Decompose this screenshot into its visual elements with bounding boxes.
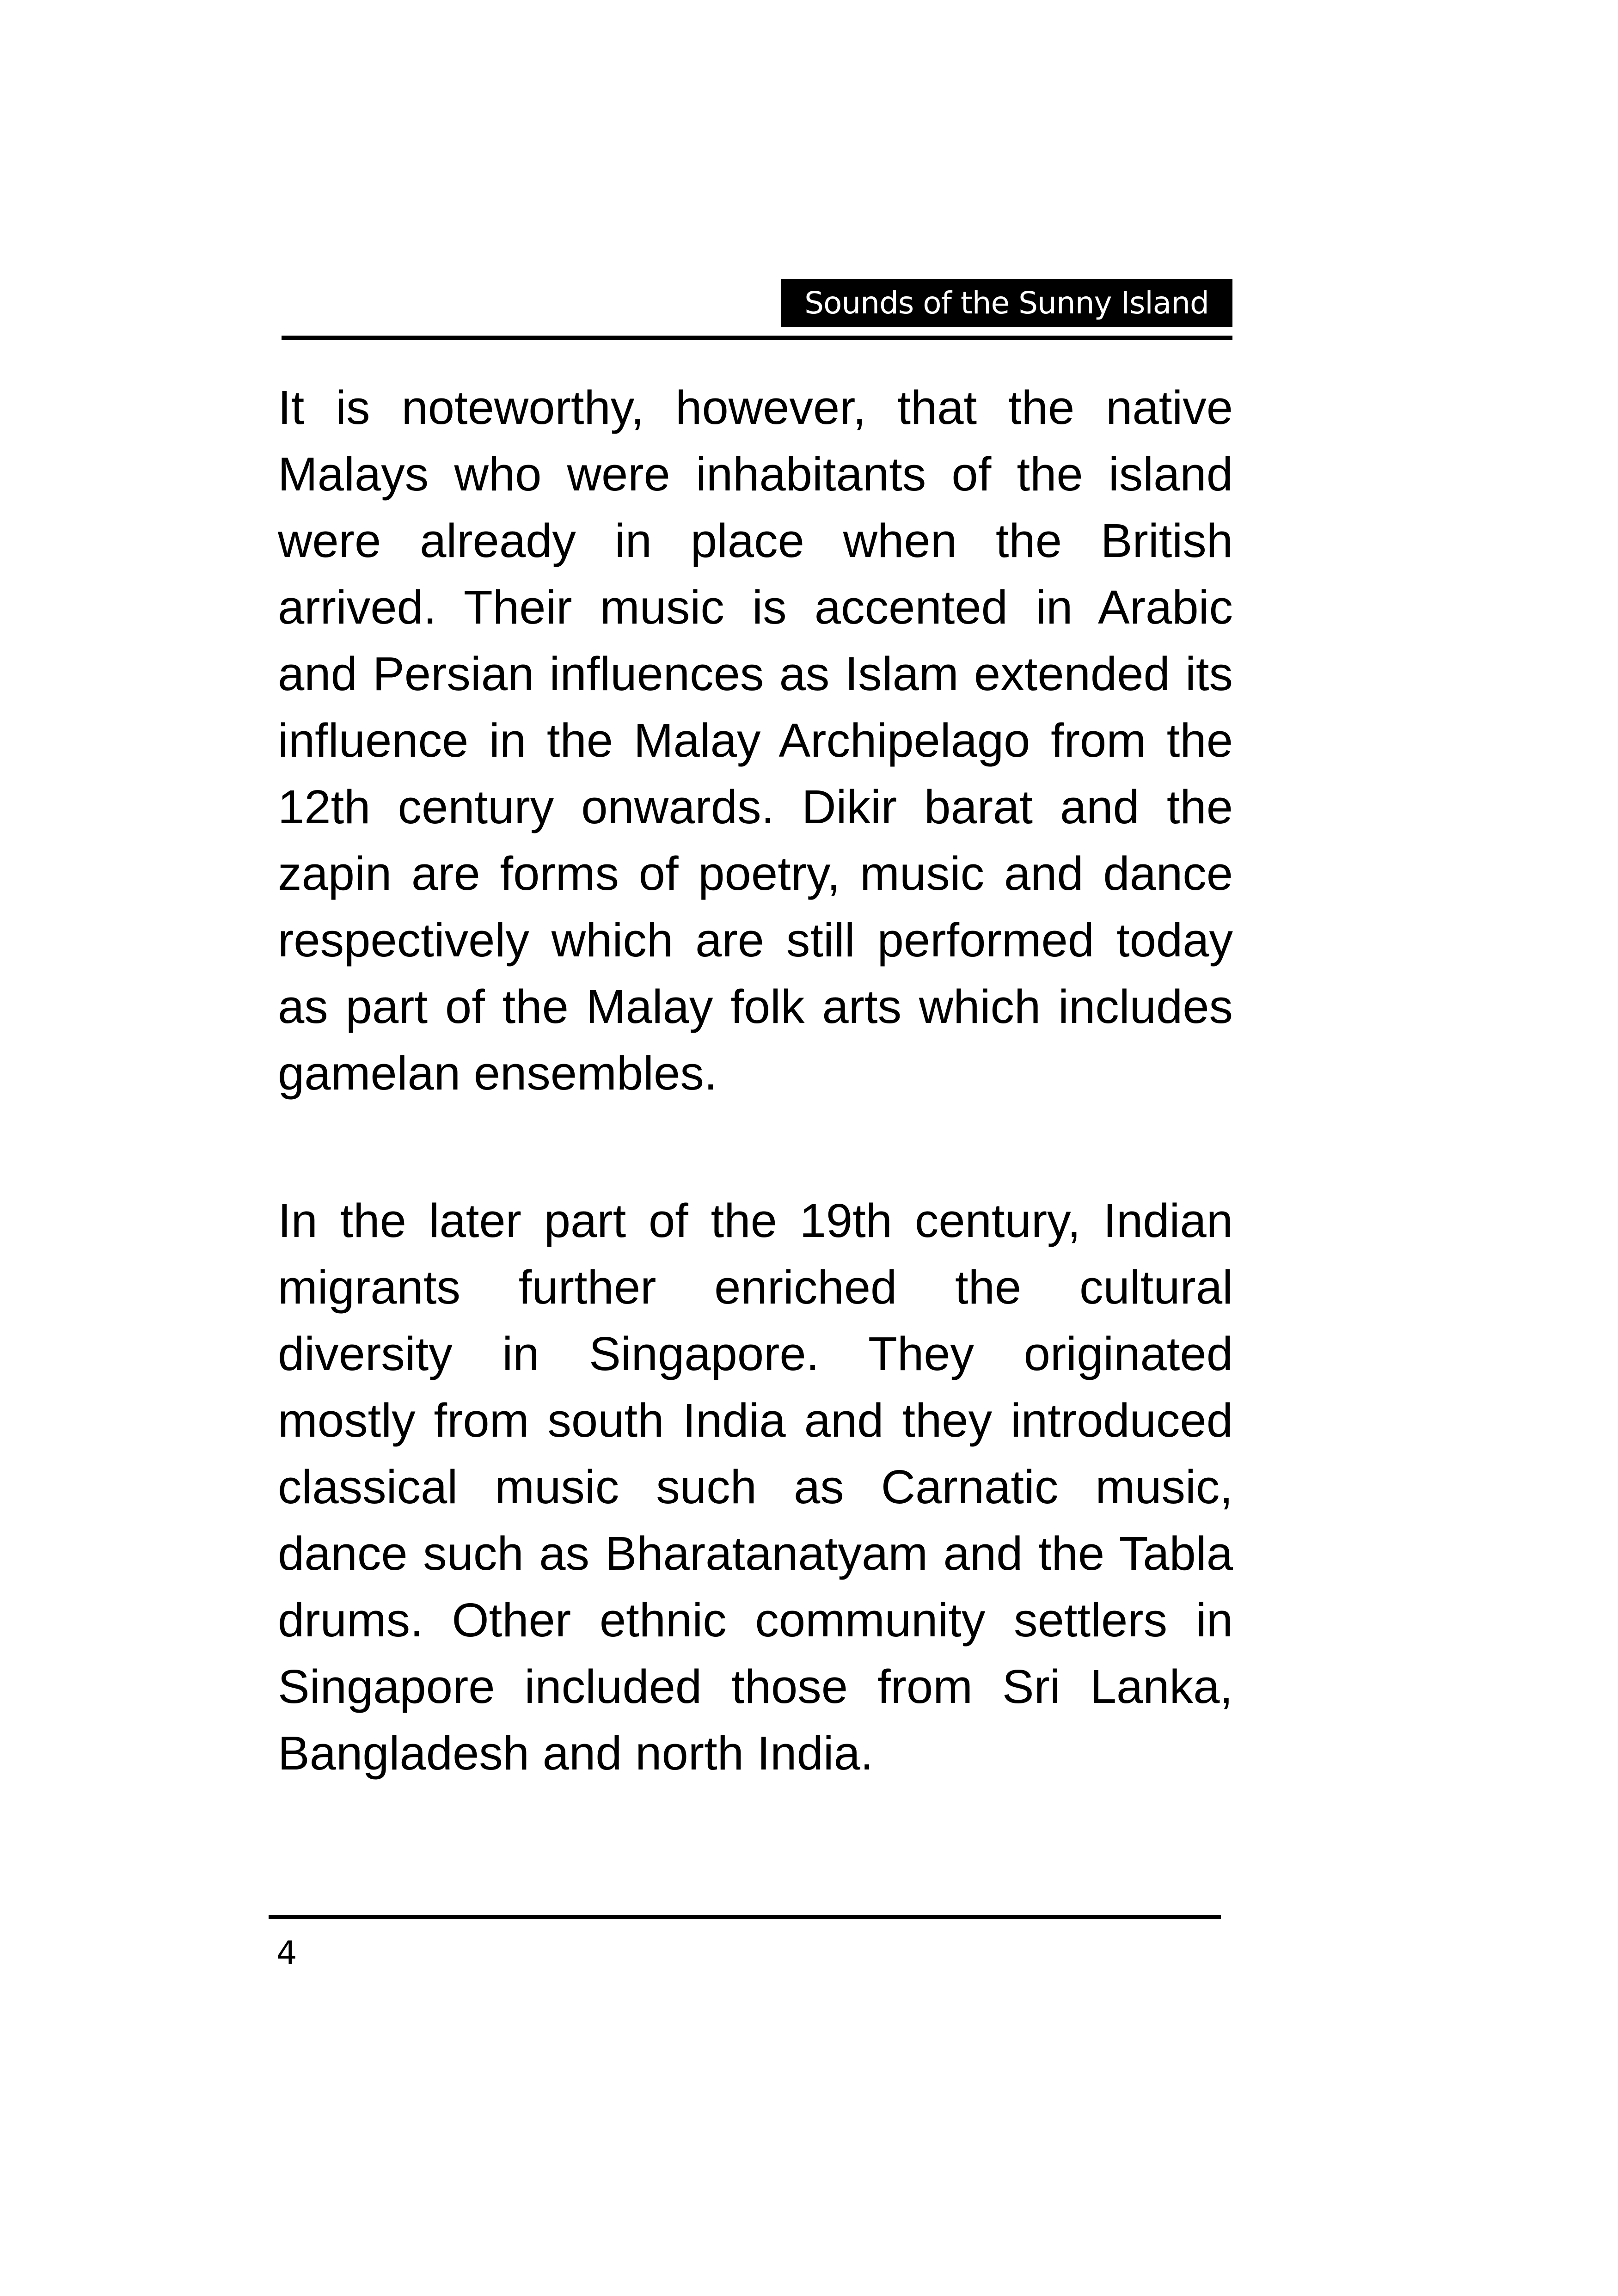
header-divider (282, 336, 1232, 340)
footer-divider (269, 1915, 1221, 1919)
running-header-title: Sounds of the Sunny Island (781, 279, 1232, 327)
body-paragraph-1: It is noteworthy, however, that the native Malays who were inhabitants of the island were already in place when the British arrived. Their music is accented in Arabic and Persian influences as Islam extended its influence in the Malay Archipelago from the 12th century onwards. Dikir barat and the zapin are forms of poetry, music and dance respectively which are still performed today as part of the Malay folk arts which includes gamelan ensembles. (278, 381, 1233, 1100)
body-paragraph-2: In the later part of the 19th century, Indian migrants further enriched the cultural diversity in Singapore. They originated mostly from south India and they introduced classical music such as Carnatic music, dance such as Bharatanatyam and the Tabla drums. Other ethnic community settlers in Singapore included those from Sri Lanka, Bangladesh and north India. (278, 1194, 1233, 1780)
page-number: 4 (276, 1934, 297, 1972)
